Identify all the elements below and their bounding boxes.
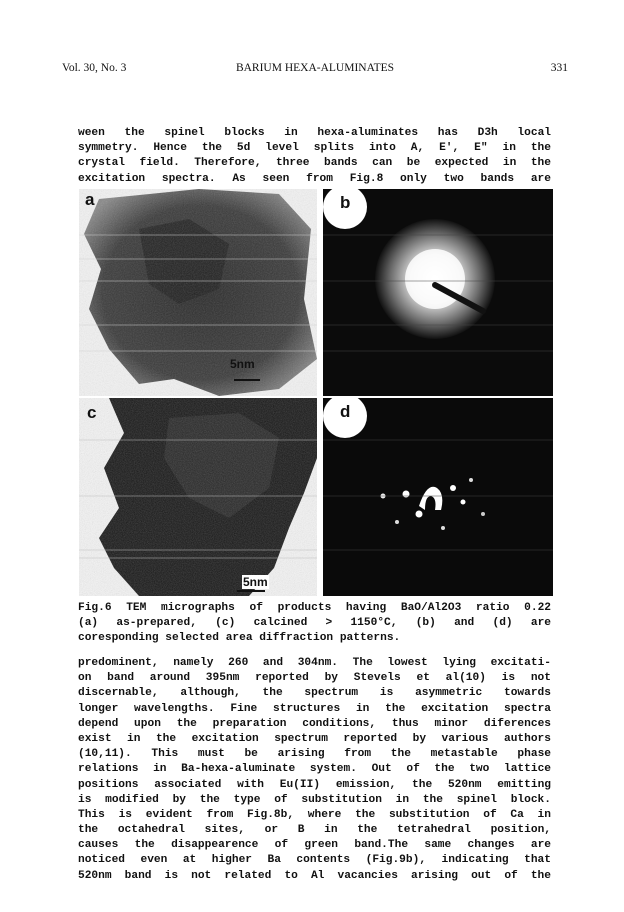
text-line: (10,11). This must be arising from the metastable phase — [78, 748, 551, 761]
panel-label-b: b — [340, 193, 351, 212]
text-line: exist in the excitation spectrum reported by various authors — [78, 732, 551, 745]
text-line: excitation spectra. As seen from Fig.8 only two bands are — [78, 172, 551, 185]
text-line: symmetry. Hence the 5d level splits into A, E', E" in the — [78, 142, 551, 155]
paragraph-body — [78, 656, 551, 884]
micrograph-image-c — [79, 398, 317, 596]
running-title: BARIUM HEXA-ALUMINATES — [235, 62, 395, 74]
scale-bar-label-c: 5nm — [243, 575, 268, 589]
scale-bar-label-a: 5nm — [230, 357, 255, 371]
text-line: the octahedral sites, or B in the tetrahedral position, — [78, 824, 551, 837]
text-line: discernable, although, the spectrum is asymmetric towards — [78, 687, 551, 700]
caption-line: Fig.6 TEM micrographs of products having BaO/Al2O3 ratio 0.22 — [78, 602, 551, 614]
text-line: is modified by the type of substitution in the spinel block. — [78, 793, 551, 806]
text-line: ween the spinel blocks in hexa-aluminates has D3h local — [78, 127, 551, 139]
paragraph-top — [78, 126, 551, 187]
text-line: longer wavelengths. Fine structures in the excitation spectra — [78, 702, 551, 715]
micrograph-panel-a — [79, 189, 317, 396]
panel-label-a: a — [85, 190, 95, 209]
text-line: depend upon the preparation conditions, thus minor diferences — [78, 717, 551, 730]
journal-volume: Vol. 30, No. 3 — [62, 62, 127, 74]
diffraction-image-b — [323, 189, 553, 396]
micrograph-panel-c — [79, 398, 317, 596]
text-line: This is evident from Fig.8b, where the substitution of Ca in — [78, 808, 551, 821]
caption-line: coresponding selected area diffraction patterns. — [78, 632, 401, 645]
diffraction-panel-d — [323, 398, 553, 596]
text-line: crystal field. Therefore, three bands can be expected in the — [78, 157, 551, 170]
figure-caption — [78, 601, 551, 647]
panel-label-c: c — [87, 403, 97, 422]
text-line: noticed even at higher Ba contents (Fig.9b), indicating that — [78, 854, 551, 867]
page-number: 331 — [550, 62, 568, 74]
diffraction-image-d — [323, 398, 553, 596]
caption-line: (a) as-prepared, (c) calcined > 1150°C, (b) and (d) are — [78, 617, 551, 630]
text-line: on band around 395nm reported by Stevels et al(10) is not — [78, 672, 551, 685]
text-line: relations in Ba-hexa-aluminate system. Out of the two lattice — [78, 763, 551, 776]
text-line: 520nm band is not related to Al vacancies arising out of the — [78, 869, 551, 882]
text-line: predominent, namely 260 and 304nm. The lowest lying excitati- — [78, 657, 551, 669]
text-line: causes the disappearence of green band.The same changes are — [78, 839, 551, 852]
diffraction-panel-b — [323, 189, 553, 396]
micrograph-image-a — [79, 189, 317, 396]
text-line: positions associated with Eu(II) emission, the 520nm emitting — [78, 778, 551, 791]
running-header — [62, 62, 568, 78]
panel-label-d: d — [340, 402, 351, 421]
